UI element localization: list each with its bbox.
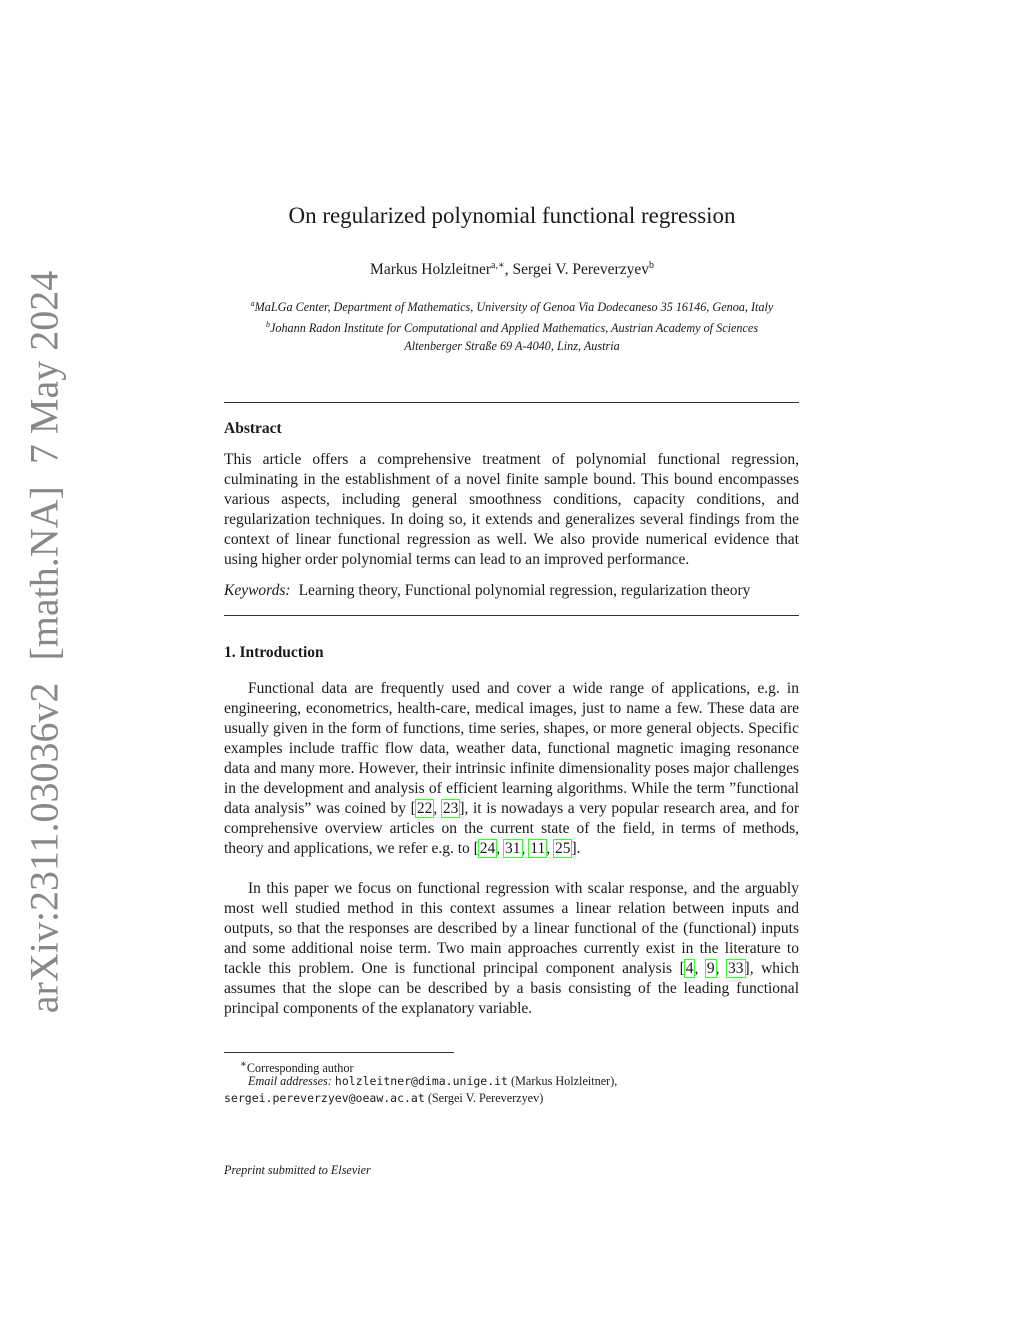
email-1[interactable]: holzleitner@dima.unige.it <box>334 1074 508 1088</box>
footnote-rule <box>224 1052 454 1053</box>
intro-p1-text: Functional data are frequently used and cover a wide range of applications, e.g. in engineering, econometrics, health-care, medical images, just to name a few. These data are usually given in the form of functions, time series, shapes, or more general objects. Specific examples include traffic flow data, weather data, functional magnetic imaging resonance data and many more. However, their intrinsic infinite dimensionality poses major challenges in the development and analysis of efficient learning algorithms. While the term ”functional data analysis” was coined by [ <box>224 680 799 817</box>
keywords <box>224 582 750 600</box>
affiliation-b-address: Altenberger Straße 69 A-4040, Linz, Austria <box>404 339 620 354</box>
arxiv-category: [math.NA] <box>21 486 67 661</box>
affiliation-a-mark: a <box>250 299 255 308</box>
citation-link[interactable]: 33 <box>728 960 744 977</box>
author-1-mark: a,∗ <box>491 260 505 271</box>
abstract-top-rule <box>224 402 799 403</box>
keywords-label: Keywords: <box>224 582 291 599</box>
abstract-heading: Abstract <box>224 420 282 437</box>
citation-link[interactable]: 22 <box>416 800 433 817</box>
preprint-note: Preprint submitted to Elsevier <box>224 1163 371 1177</box>
citation-link[interactable]: 23 <box>442 800 459 817</box>
citation-link[interactable]: 11 <box>530 840 546 857</box>
author-1: Markus Holzleitner <box>370 261 491 279</box>
arxiv-date: 7 May 2024 <box>21 270 67 465</box>
abstract-bottom-rule <box>224 615 799 616</box>
affiliation-a-text: MaLGa Center, Department of Mathematics, University of Genoa Via Dodecaneso 35 16146, Genoa, Italy <box>254 300 774 315</box>
footnote-emails-2 <box>224 1090 804 1107</box>
author-2-mark: b <box>648 260 654 271</box>
citation-link[interactable]: 25 <box>554 840 571 857</box>
affiliation-b <box>224 316 800 337</box>
citation-link[interactable]: 24 <box>479 840 496 857</box>
email-label: Email addresses: <box>248 1074 332 1088</box>
citation-link[interactable]: 9 <box>706 960 715 977</box>
email-2-owner: (Sergei V. Pereverzyev) <box>427 1091 544 1105</box>
footnote-emails <box>224 1073 828 1090</box>
affiliations <box>224 295 800 355</box>
citation-link[interactable]: 31 <box>505 840 521 857</box>
email-1-owner: (Markus Holzleitner), <box>511 1074 618 1088</box>
footnote-mark: ∗ <box>240 1059 247 1070</box>
footnote-corr-text: Corresponding author <box>246 1061 354 1076</box>
affiliation-b-mark: b <box>265 320 270 330</box>
intro-paragraph-1: Functional data are frequently used and cover a wide range of applications, e.g. in engineering, econometrics, health-care, medical images, just to name a few. These data are usually given in the form of functions, time series, shapes, or more general objects. Specific examples include traffic flow data, weather data, functional magnetic imaging resonance data and many more. However, their intrinsic infinite dimensionality poses major challenges in the development and analysis of efficient learning algorithms. While the term ”functional data analysis” was coined by [22, 23], it is nowadays a very popular research area, and for comprehensive overview articles on the current state of the field, in terms of methods, theory and applications, we refer e.g. to [24, 31, 11, 25]. <box>224 680 799 857</box>
intro-p2-text-2: ], which assumes that the slope can be described by a basis consisting of the leading functional principal components of the explanatory variable. <box>224 960 799 1017</box>
citation-link[interactable]: 4 <box>685 960 694 977</box>
intro-paragraph-2: In this paper we focus on functional regression with scalar response, and the arguably most well studied method in this context assumes a linear relation between inputs and outputs, so that the responses are described by a linear functional of the (functional) inputs and some additional noise term. Two main approaches currently exist in the literature to tackle this problem. One is functional principal component analysis [4, 9, 33], which assumes that the slope can be described by a basis consisting of the leading functional principal components of the explanatory variable. <box>224 880 799 1017</box>
arxiv-sidebar-stamp <box>21 259 68 1013</box>
author-separator: , <box>504 261 513 279</box>
intro-p1-text-3: ]. <box>571 840 581 857</box>
affiliation-a <box>224 295 800 316</box>
arxiv-id: arXiv:2311.03036v2 <box>21 682 67 1014</box>
author-2: Sergei V. Pereverzyev <box>512 261 649 279</box>
author-line <box>0 260 1024 279</box>
section-heading: 1. Introduction <box>224 644 324 661</box>
affiliation-b-text: Johann Radon Institute for Computational and Applied Mathematics, Austrian Academy of Sciences <box>269 321 759 336</box>
abstract-text: This article offers a comprehensive treatment of polynomial functional regression, culminating in the establishment of a novel finite sample bound. This bound encompasses various aspects, including general smoothness conditions, capacity conditions, and regularization techniques. In doing so, it extends and generalizes several findings from the context of linear functional regression as well. We also provide numerical evidence that using higher order polynomial terms can lead to an improved performance. <box>224 451 799 568</box>
paper-title: On regularized polynomial functional regression <box>288 203 736 228</box>
intro-p2-text: In this paper we focus on functional regression with scalar response, and the arguably most well studied method in this context assumes a linear relation between inputs and outputs, so that the responses are described by a linear functional of the (functional) inputs and some additional noise term. Two main approaches currently exist in the literature to tackle this problem. One is functional principal component analysis [ <box>224 880 799 977</box>
intro-p1-text-2: ], it is nowadays a very popular research area, and for comprehensive overview articles on the current state of the field, in terms of methods, theory and applications, we refer e.g. to [ <box>224 800 799 857</box>
keywords-text: Learning theory, Functional polynomial regression, regularization theory <box>298 582 751 599</box>
email-2[interactable]: sergei.pereverzyev@oeaw.ac.at <box>224 1091 425 1105</box>
